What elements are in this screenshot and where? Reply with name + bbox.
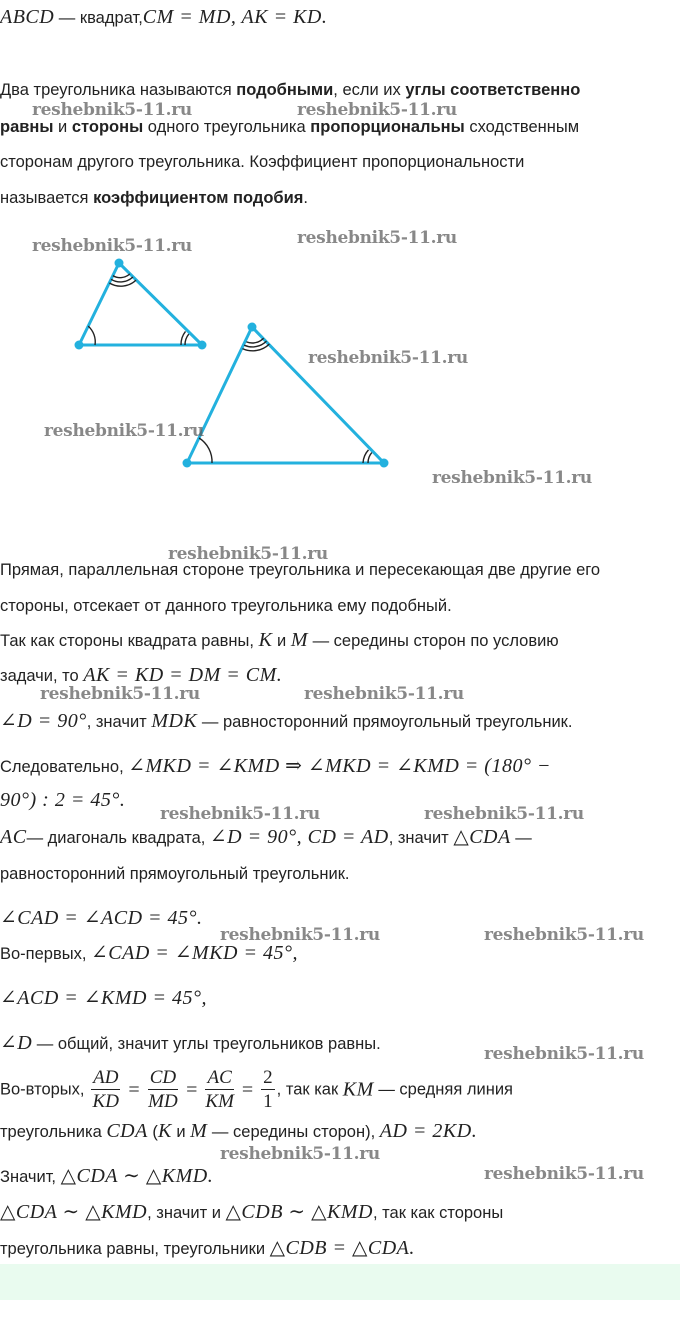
solution-line-6 (0, 826, 532, 849)
text: Во-первых, (0, 945, 92, 963)
math: K (157, 1120, 172, 1142)
fraction-ad-kd (91, 1068, 120, 1112)
text: , значит (388, 829, 454, 847)
bold-term: углы соответственно (405, 81, 581, 99)
denominator: 1 (263, 1091, 273, 1112)
watermark: reshebnik5-11.ru (44, 421, 204, 441)
numerator: AD (93, 1067, 119, 1088)
math: ∠MKD = ∠KMD ⇒ ∠MKD = ∠KMD = (180° − (128, 755, 551, 777)
math: AD = 2KD. (379, 1120, 478, 1142)
watermark: reshebnik5-11.ru (220, 925, 380, 945)
math: △CDA ∼ △KMD (0, 1201, 148, 1223)
solution-line-9 (0, 942, 298, 965)
solution-line-16 (0, 1237, 415, 1260)
solution-line-5 (0, 789, 125, 812)
solution-line-7: равносторонний прямоугольный треугольник. (0, 865, 350, 883)
solution-line-15 (0, 1201, 503, 1224)
solution-line-8 (0, 907, 203, 930)
math: ∠ACD = ∠KMD = 45°, (0, 987, 207, 1009)
text: одного треугольника (143, 118, 311, 136)
math: ABCD (0, 6, 55, 28)
math: KM (342, 1078, 374, 1101)
math: K (258, 629, 273, 651)
text: — середины сторон по условию (307, 632, 559, 650)
solution-line-3 (0, 710, 572, 733)
numerator: CD (149, 1067, 177, 1088)
math: ∠D (0, 1032, 33, 1054)
math: △CDA ∼ △KMD. (60, 1165, 214, 1187)
answer-box (0, 1264, 680, 1300)
watermark: reshebnik5-11.ru (32, 236, 192, 256)
watermark: reshebnik5-11.ru (432, 468, 592, 488)
text: Во-вторых, (0, 1080, 90, 1099)
equals-sign: = (241, 1078, 254, 1101)
watermark: reshebnik5-11.ru (484, 1164, 644, 1184)
text: , так как (276, 1080, 343, 1099)
similar-triangles-figure (0, 0, 680, 520)
text: треугольника равны, треугольники (0, 1240, 270, 1258)
math: △CDA (453, 826, 511, 848)
text: и (272, 632, 291, 650)
math: CDA (106, 1120, 148, 1142)
text: — общий, значит углы треугольников равны. (32, 1035, 381, 1053)
math: ∠CAD = ∠ACD = 45°. (0, 907, 203, 929)
fraction-2-1 (261, 1068, 275, 1112)
text: — середины сторон), (207, 1123, 380, 1141)
bold-term: подобными (236, 81, 334, 99)
fraction-ac-km (205, 1068, 234, 1112)
bold-term: равны (0, 118, 54, 136)
text: — равносторонний прямоугольный треугольник. (197, 713, 573, 731)
watermark: reshebnik5-11.ru (160, 804, 320, 824)
denominator: KM (205, 1091, 234, 1112)
watermark: reshebnik5-11.ru (297, 228, 457, 248)
watermark: reshebnik5-11.ru (308, 348, 468, 368)
text: треугольника (0, 1123, 107, 1141)
text: Два треугольника называются (0, 81, 237, 99)
text: , так как стороны (373, 1204, 504, 1222)
math: ∠D = 90°, CD = AD (209, 826, 389, 848)
text: , значит (86, 713, 152, 731)
theorem-line-2: стороны, отсекает от данного треугольника ему подобный. (0, 597, 452, 615)
math: MDK (151, 710, 198, 732)
math: AK = KD = DM = CM. (83, 664, 283, 686)
theorem-line-1: Прямая, параллельная стороне треугольника и пересекающая две другие его (0, 561, 601, 579)
solution-line-14 (0, 1165, 213, 1188)
math: ∠CAD = ∠MKD = 45°, (91, 942, 298, 964)
solution-line-12 (0, 1068, 513, 1112)
denominator: KD (92, 1091, 119, 1112)
numerator: AC (205, 1068, 234, 1090)
watermark: reshebnik5-11.ru (484, 925, 644, 945)
watermark: reshebnik5-11.ru (40, 684, 200, 704)
solution-line-11 (0, 1032, 381, 1055)
solution-line-13 (0, 1120, 477, 1143)
text: Так как стороны квадрата равны, (0, 632, 259, 650)
text: называется (0, 189, 94, 207)
denominator: MD (148, 1091, 178, 1112)
text: , значит и (147, 1204, 226, 1222)
math: CM = MD, AK = KD. (142, 6, 328, 28)
text: . (303, 189, 308, 207)
math: M (290, 629, 308, 651)
math: ∠D = 90° (0, 710, 87, 732)
text: Следовательно, (0, 758, 129, 776)
solution-line-4 (0, 755, 551, 778)
math: M (190, 1120, 208, 1142)
text: ( (147, 1123, 158, 1141)
text: , если их (333, 81, 406, 99)
math: △CDB = △CDA. (269, 1237, 415, 1259)
text: — квадрат, (54, 9, 143, 27)
equals-sign: = (186, 1078, 198, 1101)
text: — (510, 829, 532, 847)
math: AC (0, 826, 27, 848)
text: — диагональ квадрата, (26, 829, 210, 847)
text: и (53, 118, 72, 136)
small-triangle (79, 263, 202, 345)
numerator: 2 (263, 1067, 273, 1088)
watermark: reshebnik5-11.ru (424, 804, 584, 824)
definition-line-3: сторонам другого треугольника. Коэффициент пропорциональности (0, 153, 525, 171)
math: △CDB ∼ △KMD (225, 1201, 373, 1223)
bold-term: пропорциональны (310, 118, 465, 136)
watermark: reshebnik5-11.ru (32, 100, 192, 120)
watermark: reshebnik5-11.ru (220, 1144, 380, 1164)
text: и (171, 1123, 191, 1141)
watermark: reshebnik5-11.ru (297, 100, 457, 120)
watermark: reshebnik5-11.ru (484, 1044, 644, 1064)
text: Значит, (0, 1168, 61, 1186)
text: — средняя линия (373, 1080, 513, 1099)
fraction-cd-md (148, 1068, 178, 1112)
bold-term: коэффициентом подобия (93, 189, 304, 207)
solution-line-10 (0, 987, 207, 1010)
text: задачи, то (0, 667, 84, 685)
math: 90°) : 2 = 45°. (0, 789, 126, 811)
solution-line-1 (0, 629, 559, 652)
watermark: reshebnik5-11.ru (168, 544, 328, 564)
equals-sign: = (128, 1078, 140, 1101)
bold-term: стороны (71, 118, 144, 136)
text: сходственным (464, 118, 580, 136)
watermark: reshebnik5-11.ru (304, 684, 464, 704)
